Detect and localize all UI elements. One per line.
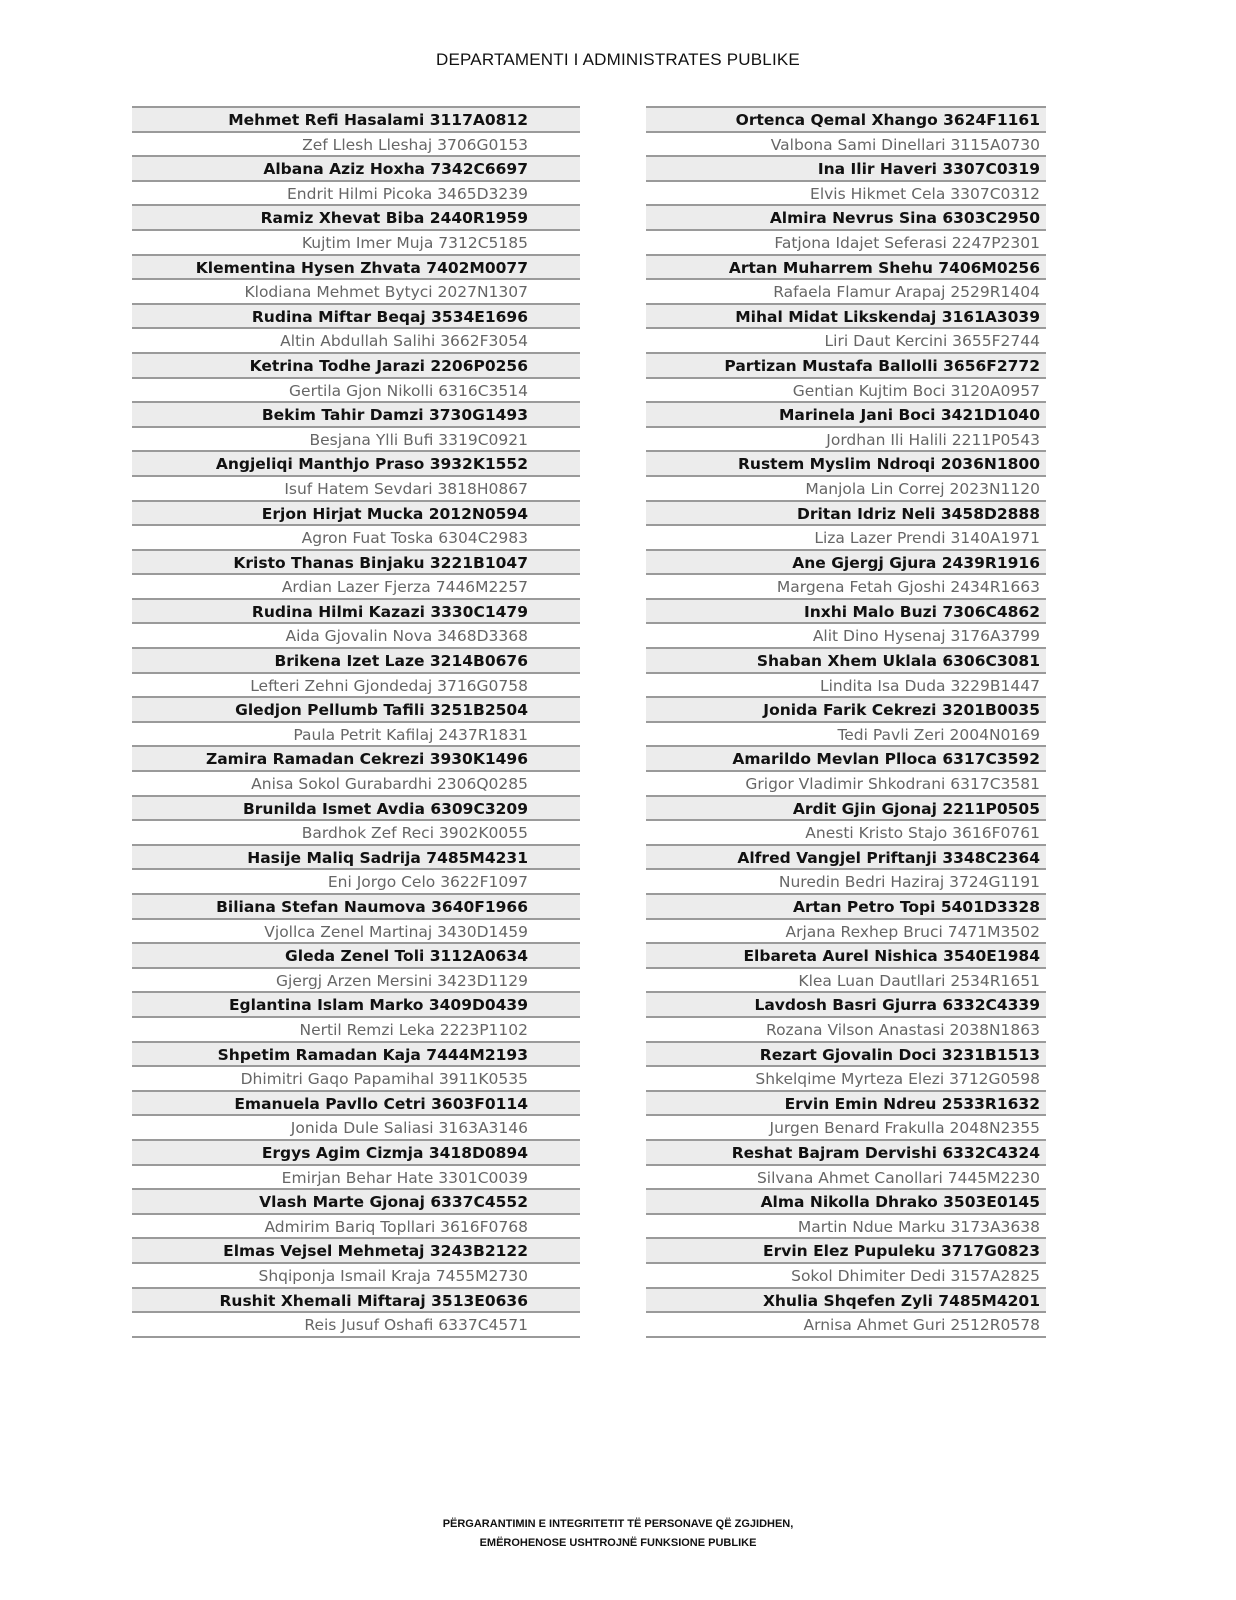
list-item: Reis Jusuf Oshafi 6337C4571	[132, 1313, 580, 1338]
list-item: Lavdosh Basri Gjurra 6332C4339	[646, 993, 1046, 1018]
list-item: Liri Daut Kercini 3655F2744	[646, 329, 1046, 354]
list-item: Alma Nikolla Dhrako 3503E0145	[646, 1190, 1046, 1215]
footer-line-2: EMËROHENOSE USHTROJNË FUNKSIONE PUBLIKE	[479, 1537, 757, 1549]
list-item: Eglantina Islam Marko 3409D0439	[132, 993, 580, 1018]
list-item: Aida Gjovalin Nova 3468D3368	[132, 624, 580, 649]
list-item: Artan Petro Topi 5401D3328	[646, 895, 1046, 920]
list-item: Klementina Hysen Zhvata 7402M0077	[132, 256, 580, 281]
list-item: Ervin Elez Pupuleku 3717G0823	[646, 1239, 1046, 1264]
list-item: Mihal Midat Likskendaj 3161A3039	[646, 305, 1046, 330]
list-item: Anisa Sokol Gurabardhi 2306Q0285	[132, 772, 580, 797]
list-item: Kujtim Imer Muja 7312C5185	[132, 231, 580, 256]
list-item: Gentian Kujtim Boci 3120A0957	[646, 379, 1046, 404]
list-item: Ergys Agim Cizmja 3418D0894	[132, 1141, 580, 1166]
list-item: Liza Lazer Prendi 3140A1971	[646, 526, 1046, 551]
list-item: Gledjon Pellumb Tafili 3251B2504	[132, 698, 580, 723]
list-item: Margena Fetah Gjoshi 2434R1663	[646, 575, 1046, 600]
list-item: Partizan Mustafa Ballolli 3656F2772	[646, 354, 1046, 379]
left-name-list	[132, 106, 580, 1338]
list-item: Albana Aziz Hoxha 7342C6697	[132, 157, 580, 182]
list-item: Ramiz Xhevat Biba 2440R1959	[132, 206, 580, 231]
list-item: Elvis Hikmet Cela 3307C0312	[646, 182, 1046, 207]
list-item: Agron Fuat Toska 6304C2983	[132, 526, 580, 551]
list-item: Martin Ndue Marku 3173A3638	[646, 1215, 1046, 1240]
list-item: Rafaela Flamur Arapaj 2529R1404	[646, 280, 1046, 305]
list-item: Alit Dino Hysenaj 3176A3799	[646, 624, 1046, 649]
list-item: Sokol Dhimiter Dedi 3157A2825	[646, 1264, 1046, 1289]
list-item: Gleda Zenel Toli 3112A0634	[132, 944, 580, 969]
list-item: Ane Gjergj Gjura 2439R1916	[646, 551, 1046, 576]
list-item: Emirjan Behar Hate 3301C0039	[132, 1166, 580, 1191]
list-item: Klea Luan Dautllari 2534R1651	[646, 969, 1046, 994]
list-item: Lefteri Zehni Gjondedaj 3716G0758	[132, 674, 580, 699]
list-item: Vjollca Zenel Martinaj 3430D1459	[132, 920, 580, 945]
list-item: Jurgen Benard Frakulla 2048N2355	[646, 1116, 1046, 1141]
list-item: Fatjona Idajet Seferasi 2247P2301	[646, 231, 1046, 256]
list-item: Nuredin Bedri Haziraj 3724G1191	[646, 870, 1046, 895]
list-item: Valbona Sami Dinellari 3115A0730	[646, 133, 1046, 158]
list-item: Bardhok Zef Reci 3902K0055	[132, 821, 580, 846]
list-item: Elmas Vejsel Mehmetaj 3243B2122	[132, 1239, 580, 1264]
list-item: Rezart Gjovalin Doci 3231B1513	[646, 1043, 1046, 1068]
list-item: Rushit Xhemali Miftaraj 3513E0636	[132, 1289, 580, 1314]
list-item: Admirim Bariq Topllari 3616F0768	[132, 1215, 580, 1240]
list-item: Shaban Xhem Uklala 6306C3081	[646, 649, 1046, 674]
list-item: Altin Abdullah Salihi 3662F3054	[132, 329, 580, 354]
list-item: Inxhi Malo Buzi 7306C4862	[646, 600, 1046, 625]
list-item: Alfred Vangjel Priftanji 3348C2364	[646, 846, 1046, 871]
list-item: Jonida Farik Cekrezi 3201B0035	[646, 698, 1046, 723]
list-item: Rudina Miftar Beqaj 3534E1696	[132, 305, 580, 330]
list-item: Brunilda Ismet Avdia 6309C3209	[132, 797, 580, 822]
list-item: Arnisa Ahmet Guri 2512R0578	[646, 1313, 1046, 1338]
list-item: Ervin Emin Ndreu 2533R1632	[646, 1092, 1046, 1117]
list-item: Shpetim Ramadan Kaja 7444M2193	[132, 1043, 580, 1068]
list-item: Vlash Marte Gjonaj 6337C4552	[132, 1190, 580, 1215]
list-item: Ketrina Todhe Jarazi 2206P0256	[132, 354, 580, 379]
list-item: Hasije Maliq Sadrija 7485M4231	[132, 846, 580, 871]
list-item: Marinela Jani Boci 3421D1040	[646, 403, 1046, 428]
list-item: Shqiponja Ismail Kraja 7455M2730	[132, 1264, 580, 1289]
list-item: Eni Jorgo Celo 3622F1097	[132, 870, 580, 895]
list-item: Gjergj Arzen Mersini 3423D1129	[132, 969, 580, 994]
list-item: Nertil Remzi Leka 2223P1102	[132, 1018, 580, 1043]
list-item: Ardian Lazer Fjerza 7446M2257	[132, 575, 580, 600]
list-item: Brikena Izet Laze 3214B0676	[132, 649, 580, 674]
list-item: Almira Nevrus Sina 6303C2950	[646, 206, 1046, 231]
list-item: Besjana Ylli Bufi 3319C0921	[132, 428, 580, 453]
list-item: Anesti Kristo Stajo 3616F0761	[646, 821, 1046, 846]
list-item: Jordhan Ili Halili 2211P0543	[646, 428, 1046, 453]
list-item: Endrit Hilmi Picoka 3465D3239	[132, 182, 580, 207]
footer-line-1: PËRGARANTIMIN E INTEGRITETIT TË PERSONAVE QË ZGJIDHEN,	[442, 1518, 794, 1530]
list-item: Zamira Ramadan Cekrezi 3930K1496	[132, 747, 580, 772]
list-item: Dritan Idriz Neli 3458D2888	[646, 502, 1046, 527]
list-item: Reshat Bajram Dervishi 6332C4324	[646, 1141, 1046, 1166]
list-item: Mehmet Refi Hasalami 3117A0812	[132, 108, 580, 133]
list-item: Manjola Lin Correj 2023N1120	[646, 477, 1046, 502]
list-item: Jonida Dule Saliasi 3163A3146	[132, 1116, 580, 1141]
list-item: Artan Muharrem Shehu 7406M0256	[646, 256, 1046, 281]
list-item: Shkelqime Myrteza Elezi 3712G0598	[646, 1067, 1046, 1092]
list-item: Ortenca Qemal Xhango 3624F1161	[646, 108, 1046, 133]
list-item: Isuf Hatem Sevdari 3818H0867	[132, 477, 580, 502]
list-item: Angjeliqi Manthjo Praso 3932K1552	[132, 452, 580, 477]
list-item: Xhulia Shqefen Zyli 7485M4201	[646, 1289, 1046, 1314]
right-name-list	[646, 106, 1046, 1338]
list-item: Erjon Hirjat Mucka 2012N0594	[132, 502, 580, 527]
list-item: Lindita Isa Duda 3229B1447	[646, 674, 1046, 699]
list-item: Zef Llesh Lleshaj 3706G0153	[132, 133, 580, 158]
page-title: DEPARTAMENTI I ADMINISTRATES PUBLIKE	[436, 50, 800, 69]
list-item: Tedi Pavli Zeri 2004N0169	[646, 723, 1046, 748]
footer	[0, 1515, 1236, 1553]
list-item: Amarildo Mevlan Plloca 6317C3592	[646, 747, 1046, 772]
list-item: Arjana Rexhep Bruci 7471M3502	[646, 920, 1046, 945]
list-item: Ina Ilir Haveri 3307C0319	[646, 157, 1046, 182]
list-item: Emanuela Pavllo Cetri 3603F0114	[132, 1092, 580, 1117]
list-item: Rozana Vilson Anastasi 2038N1863	[646, 1018, 1046, 1043]
list-item: Klodiana Mehmet Bytyci 2027N1307	[132, 280, 580, 305]
list-item: Elbareta Aurel Nishica 3540E1984	[646, 944, 1046, 969]
list-item: Dhimitri Gaqo Papamihal 3911K0535	[132, 1067, 580, 1092]
list-item: Ardit Gjin Gjonaj 2211P0505	[646, 797, 1046, 822]
list-item: Rudina Hilmi Kazazi 3330C1479	[132, 600, 580, 625]
list-item: Gertila Gjon Nikolli 6316C3514	[132, 379, 580, 404]
list-item: Biliana Stefan Naumova 3640F1966	[132, 895, 580, 920]
list-item: Grigor Vladimir Shkodrani 6317C3581	[646, 772, 1046, 797]
list-item: Rustem Myslim Ndroqi 2036N1800	[646, 452, 1046, 477]
list-item: Bekim Tahir Damzi 3730G1493	[132, 403, 580, 428]
list-item: Silvana Ahmet Canollari 7445M2230	[646, 1166, 1046, 1191]
list-item: Paula Petrit Kafilaj 2437R1831	[132, 723, 580, 748]
list-item: Kristo Thanas Binjaku 3221B1047	[132, 551, 580, 576]
